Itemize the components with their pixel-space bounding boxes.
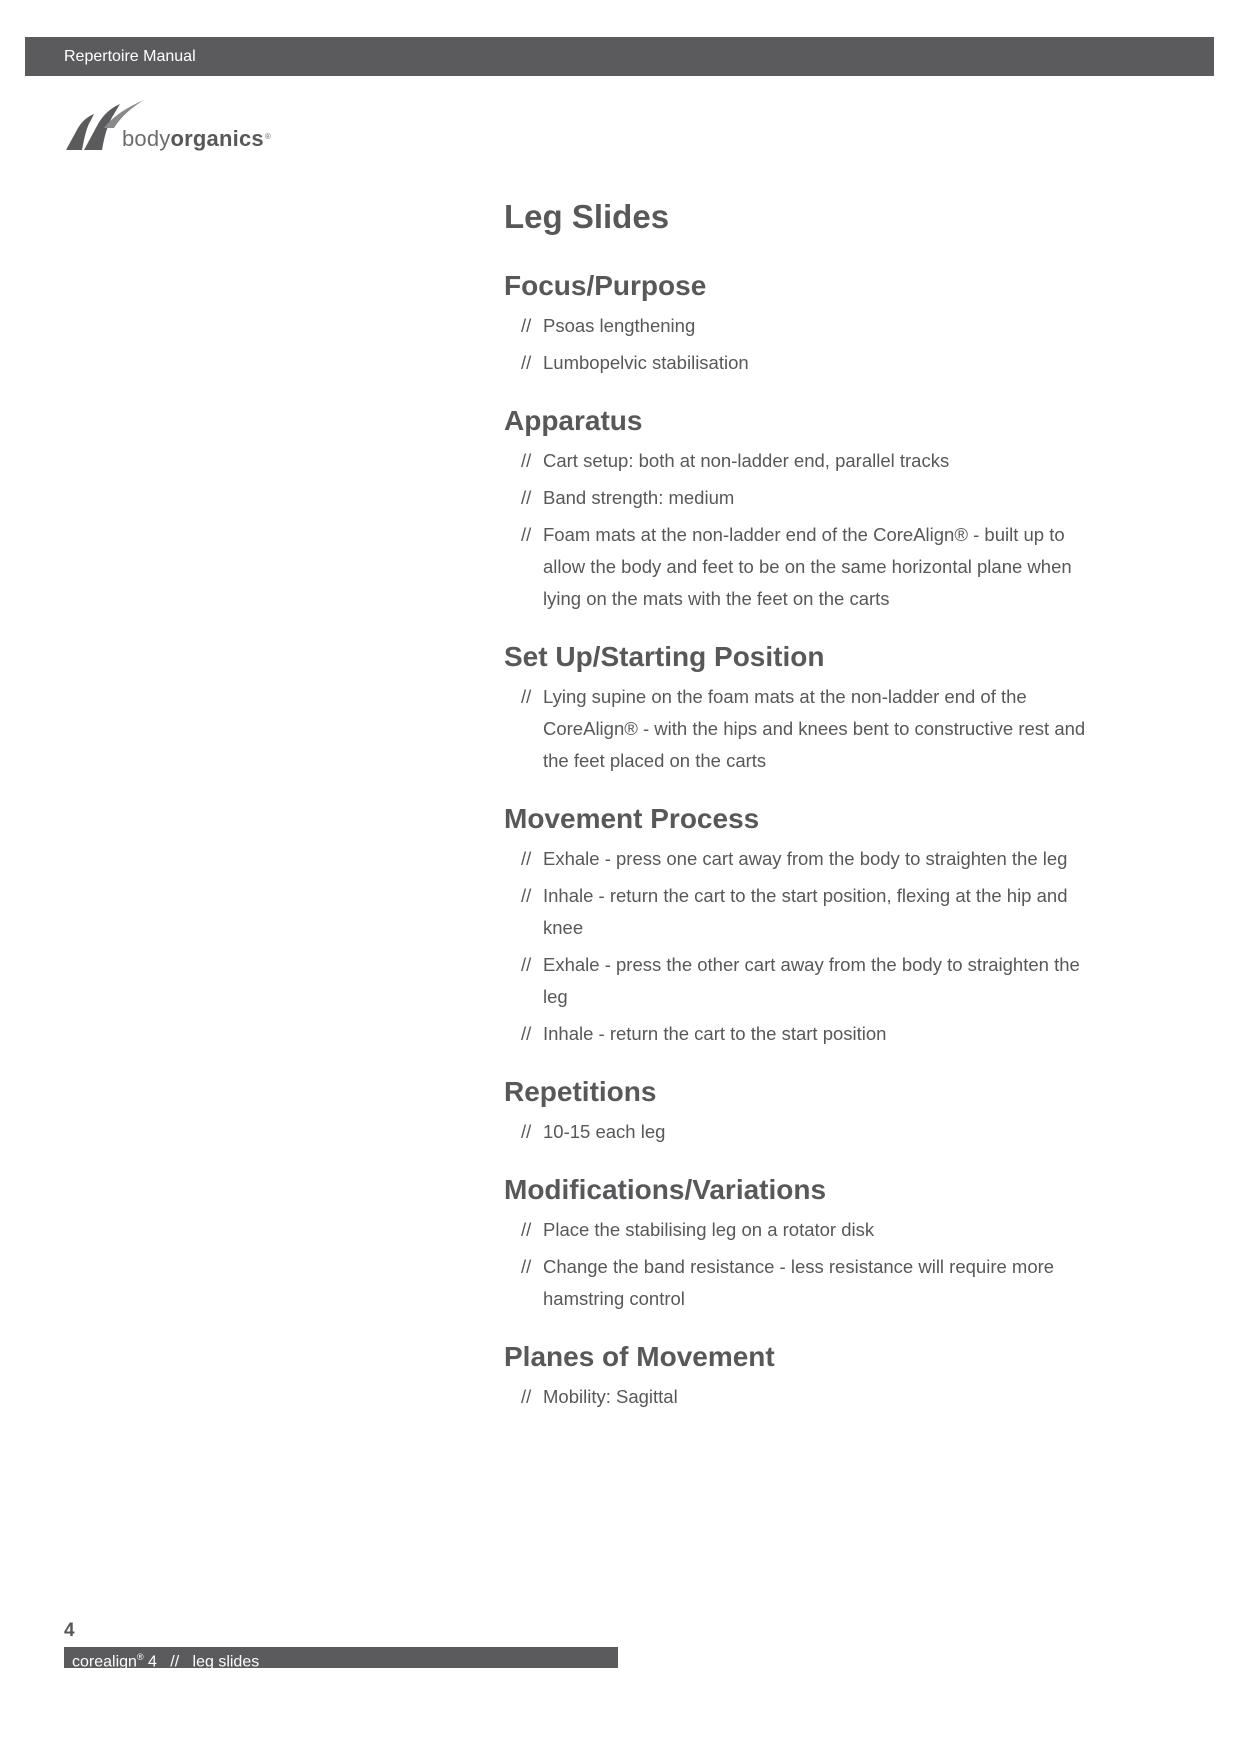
bullet-marker: // — [521, 1023, 532, 1044]
section-title: Movement Process — [504, 803, 760, 834]
logo-text-organics: organics — [170, 126, 264, 151]
list-item — [504, 310, 1088, 342]
page-number: 4 — [64, 1620, 75, 1641]
header-bar — [25, 37, 1214, 76]
main-content — [504, 190, 1094, 1418]
bullet-marker: // — [521, 524, 532, 545]
list-item — [504, 347, 1088, 379]
list-item-text: Band strength: medium — [543, 487, 735, 508]
section — [504, 637, 1094, 777]
list-item-text: Foam mats at the non-ladder end of the CoreAlign® - built up to allow the body and feet to be on the same horizontal plane when lying on the mats with the feet on the carts — [543, 524, 1072, 609]
list-item — [504, 1251, 1088, 1315]
section — [504, 799, 1094, 1050]
list-item — [504, 843, 1088, 875]
bullet-marker: // — [521, 1386, 532, 1407]
list-item — [504, 1214, 1088, 1246]
bullet-marker: // — [521, 1121, 532, 1142]
section — [504, 266, 1094, 379]
section — [504, 401, 1094, 615]
list-item — [504, 482, 1088, 514]
footer-label — [72, 1647, 259, 1672]
list-item-text: Inhale - return the cart to the start position — [543, 1023, 887, 1044]
bullet-marker: // — [521, 1256, 532, 1277]
list-item — [504, 681, 1088, 777]
bullet-marker: // — [521, 352, 532, 373]
section-title: Planes of Movement — [504, 1341, 775, 1372]
footer-separator: // — [170, 1653, 180, 1671]
bullet-marker: // — [521, 1219, 532, 1240]
bullet-marker: // — [521, 848, 532, 869]
list-item-text: Change the band resistance - less resistance will require more hamstring control — [543, 1256, 1055, 1309]
logo-text-body: body — [122, 126, 171, 151]
body-organics-logo — [64, 98, 284, 158]
logo-wordmark — [122, 126, 271, 152]
list-item-text: 10-15 each leg — [543, 1121, 666, 1142]
sections-container — [504, 266, 1094, 1413]
section-title: Repetitions — [504, 1076, 657, 1107]
list-item — [504, 1018, 1088, 1050]
footer-bar — [64, 1647, 618, 1671]
list-item-text: Place the stabilising leg on a rotator disk — [543, 1219, 875, 1240]
bullet-marker: // — [521, 450, 532, 471]
list-item-text: Exhale - press the other cart away from the body to straighten the leg — [543, 954, 1080, 1007]
section — [504, 1337, 1094, 1413]
list-item — [504, 1381, 1088, 1413]
section-title: Set Up/Starting Position — [504, 641, 825, 672]
list-item — [504, 949, 1088, 1013]
document-title: Repertoire Manual — [64, 48, 196, 65]
list-item-text: Psoas lengthening — [543, 315, 696, 336]
logo-registered-mark: ® — [264, 132, 271, 141]
footer-product: corealign — [72, 1653, 137, 1671]
section-title: Modifications/Variations — [504, 1174, 827, 1205]
list-item-text: Inhale - return the cart to the start position, flexing at the hip and knee — [543, 885, 1068, 938]
list-item — [504, 445, 1088, 477]
footer-chapter: leg slides — [192, 1653, 260, 1671]
section-title: Apparatus — [504, 405, 643, 436]
footer-product-reg: ® — [136, 1652, 144, 1662]
list-item — [504, 880, 1088, 944]
bullet-marker: // — [521, 686, 532, 707]
section-title: Focus/Purpose — [504, 270, 707, 301]
footer-product-version: 4 — [148, 1653, 157, 1671]
page-title: Leg Slides — [504, 198, 670, 235]
bullet-marker: // — [521, 487, 532, 508]
bullet-marker: // — [521, 315, 532, 336]
list-item-text: Mobility: Sagittal — [543, 1386, 678, 1407]
bullet-marker: // — [521, 954, 532, 975]
bullet-marker: // — [521, 885, 532, 906]
list-item-text: Lumbopelvic stabilisation — [543, 352, 749, 373]
list-item — [504, 1116, 1088, 1148]
section — [504, 1170, 1094, 1315]
section — [504, 1072, 1094, 1148]
list-item-text: Cart setup: both at non-ladder end, parallel tracks — [543, 450, 950, 471]
list-item-text: Lying supine on the foam mats at the non-ladder end of the CoreAlign® - with the hips and knees bent to constructive rest and the feet placed on the carts — [543, 686, 1086, 771]
list-item-text: Exhale - press one cart away from the body to straighten the leg — [543, 848, 1068, 869]
list-item — [504, 519, 1088, 615]
